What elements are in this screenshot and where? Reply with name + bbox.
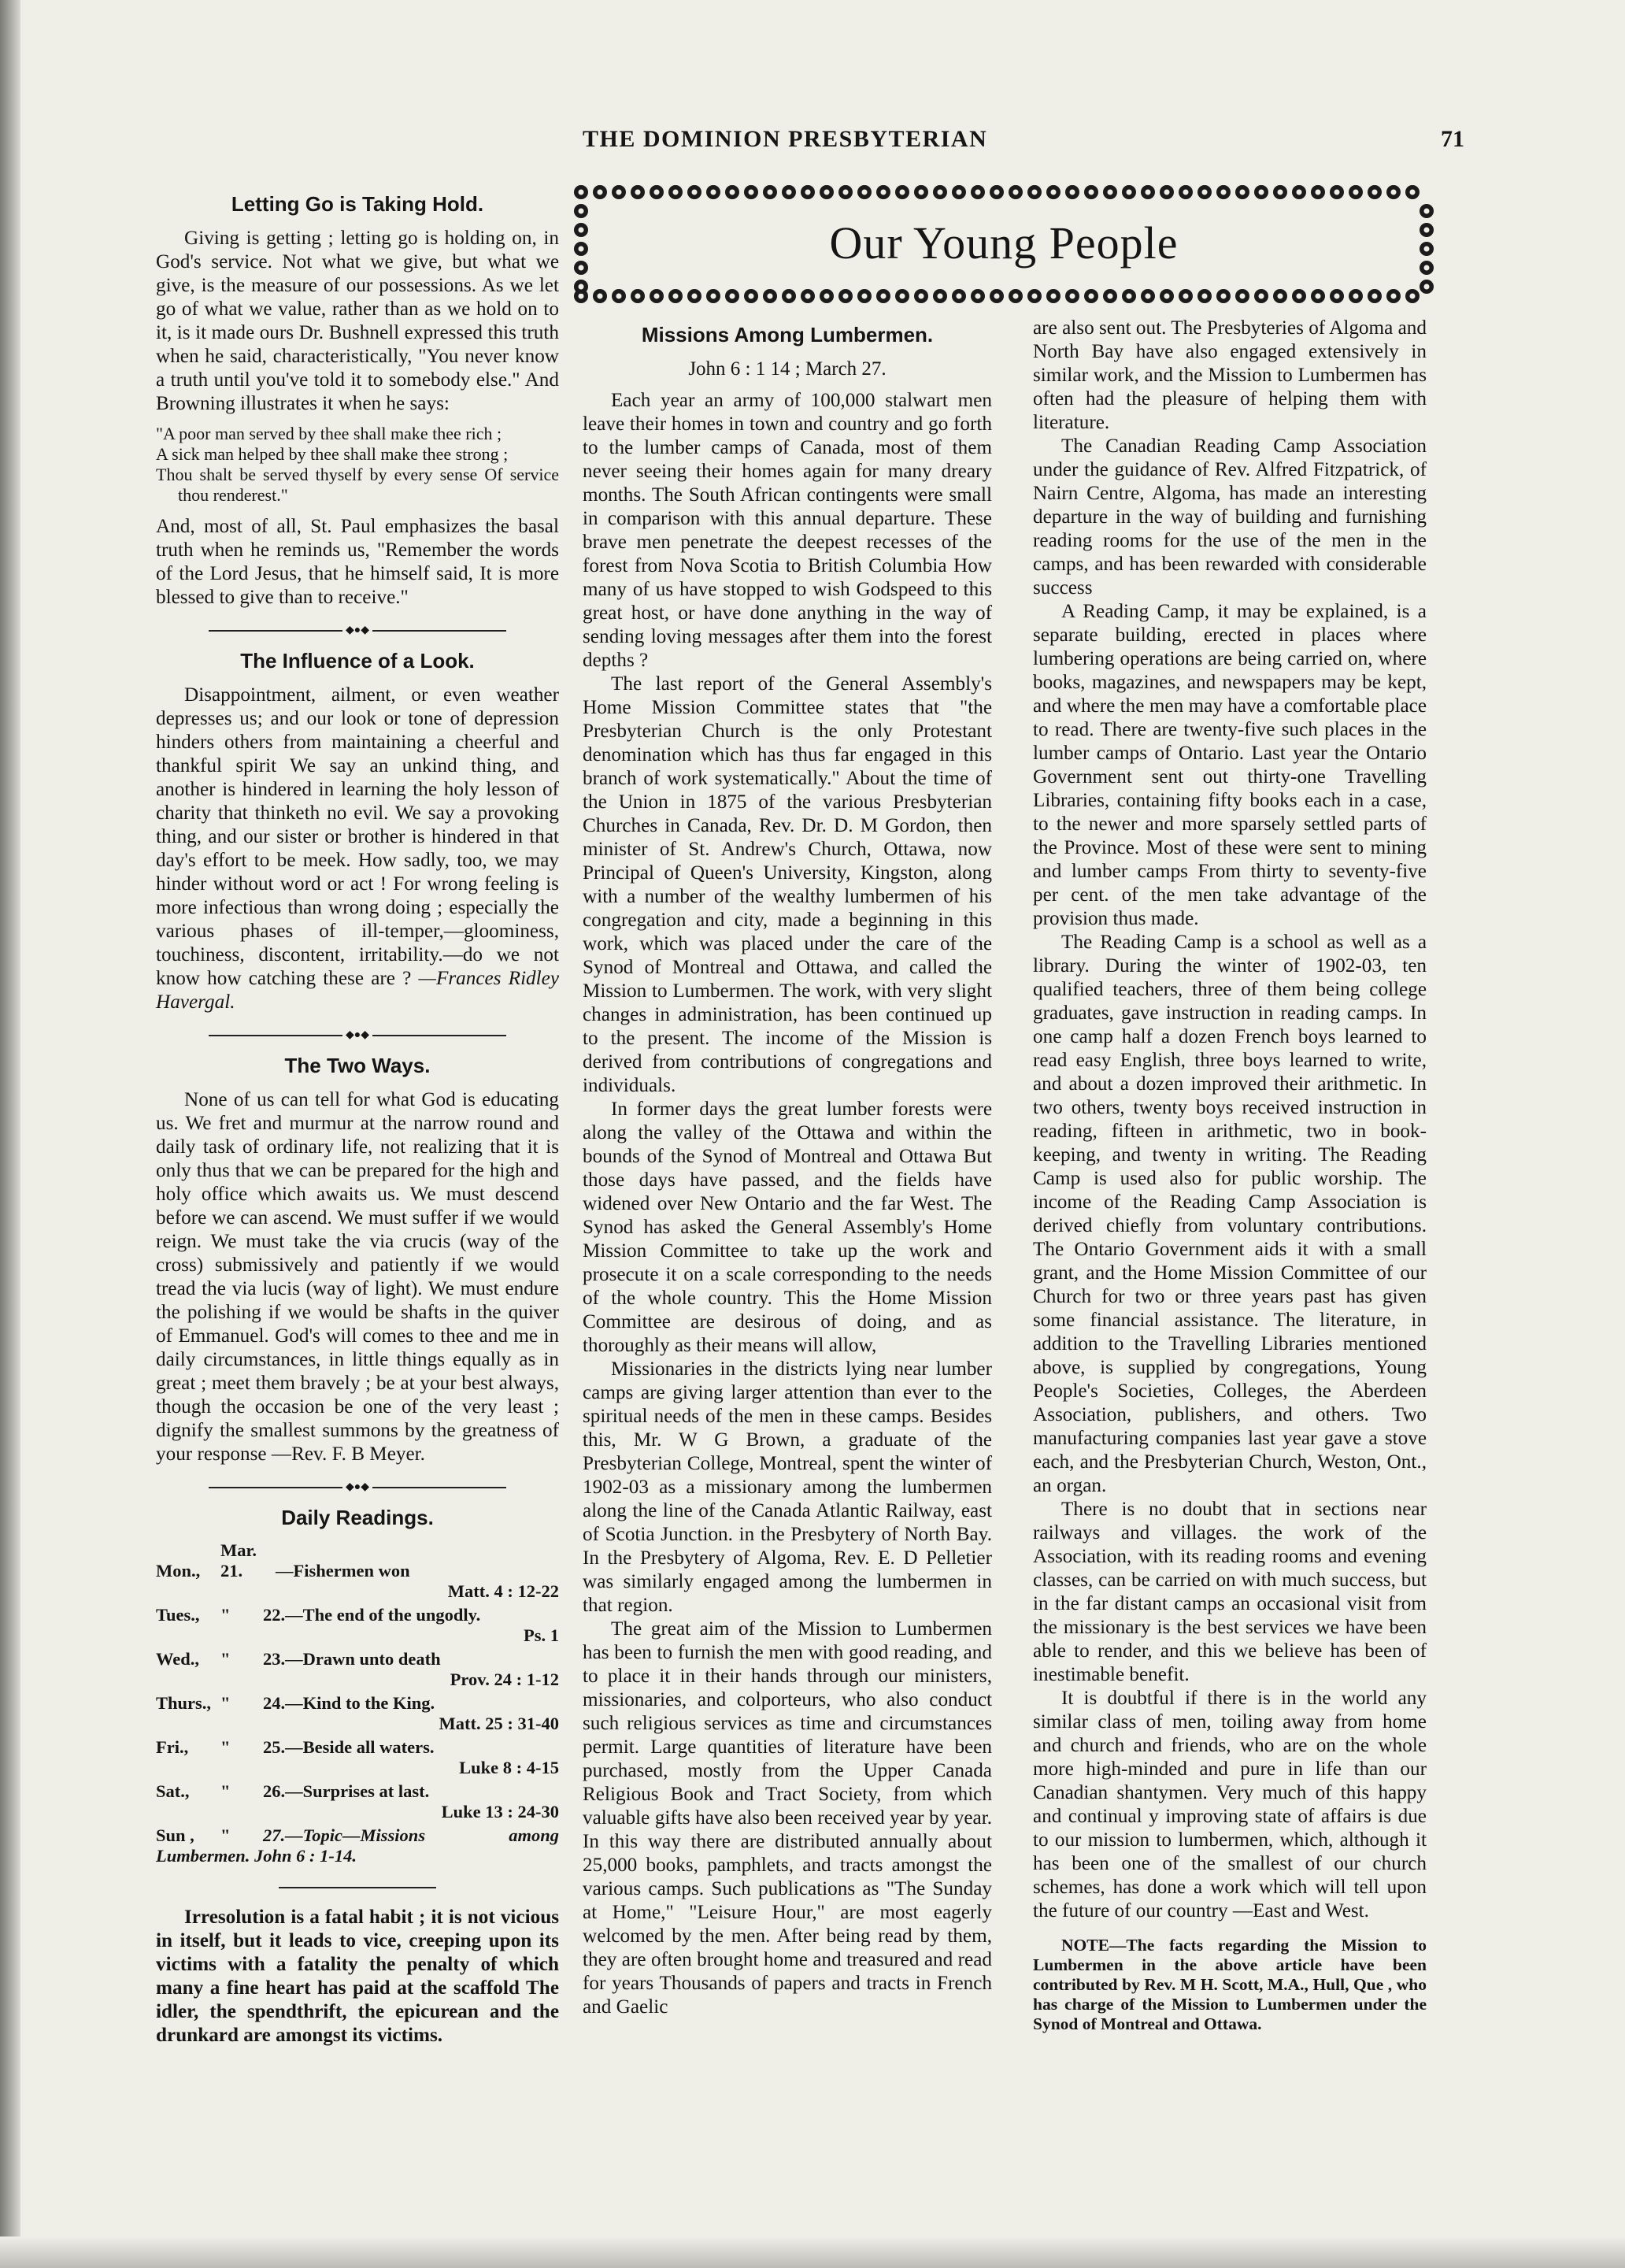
reading-row <box>156 1540 559 1602</box>
reading-entry: 27.—Topic—Missions among Lumbermen. John 6 : 1-14. <box>156 1825 559 1866</box>
reading-day: Fri., <box>156 1737 189 1757</box>
reading-reference: Luke 8 : 4-15 <box>459 1758 559 1777</box>
running-title: THE DOMINION PRESBYTERIAN <box>583 126 988 152</box>
border-bead-hole <box>975 294 981 299</box>
scan-shadow-bottom <box>0 2236 1625 2268</box>
border-bead-hole <box>635 294 641 299</box>
reading-entry: 25.—Beside all waters. <box>263 1737 435 1757</box>
border-bead-hole <box>787 190 792 195</box>
border-bead-hole <box>843 190 849 195</box>
border-bead-hole <box>1424 284 1430 290</box>
border-bead-hole <box>1127 294 1132 299</box>
border-bead-hole <box>579 190 584 195</box>
border-bead-hole <box>1316 190 1321 195</box>
border-bead-hole <box>1032 190 1038 195</box>
section-divider: ◆●◆ <box>156 1025 559 1046</box>
border-bead-hole <box>1013 294 1019 299</box>
reading-row <box>156 1693 559 1734</box>
border-bead-hole <box>1297 294 1302 299</box>
influence-attribution: —Frances Ridley Havergal. <box>156 968 560 1013</box>
border-bead-hole <box>711 190 716 195</box>
border-bead-hole <box>692 190 698 195</box>
border-bead-hole <box>1372 190 1378 195</box>
daily-readings-heading: Daily Readings. <box>281 1506 434 1529</box>
border-bead-hole <box>881 294 887 299</box>
border-bead-hole <box>862 294 868 299</box>
daily-readings-list <box>156 1540 559 1866</box>
border-bead-hole <box>1013 190 1019 195</box>
border-bead-hole <box>938 294 943 299</box>
missions-paragraph: The Reading Camp is a school as well as a library. During the winter of 1902-03, ten qualified teachers, three of them being college graduates, gave instruction in reading camps. In one camp half a dozen French boys learned to read easy English, three boys learned to write, and about a dozen improved their arithmetic. In two others, twenty boys received instruction in reading, fifteen in arithmetic, two in book-keeping, and twenty in writing. The Reading Camp is used also for public worship. The income of the Reading Camp Association is derived chiefly from voluntary contributions. The Ontario Government aids it with a small grant, and the Home Mission Committee of our Church for two or three years past has given some financial assistance. The literature, in addition to the Travelling Libraries mentioned above, is supplied by congregations, Young People's Societies, Colleges, the Aberdeen Association, publishers, and others. Two manufacturing companies last year gave a stove each, and the Presbyterian Church, Weston, Ont., an organ. <box>1033 932 1427 1496</box>
article-note <box>1033 1936 1427 2034</box>
missions-subheading: John 6 : 1 14 ; March 27. <box>688 358 887 380</box>
border-bead-hole <box>1278 294 1283 299</box>
border-bead-hole <box>1183 190 1189 195</box>
border-bead-hole <box>1334 190 1340 195</box>
reading-day: Thurs., <box>156 1693 212 1713</box>
influence-paragraph <box>156 684 559 1014</box>
border-bead-hole <box>1391 294 1397 299</box>
reading-ditto: " <box>220 1825 231 1845</box>
reading-ditto: " <box>220 1649 231 1669</box>
border-bead-hole <box>994 190 1000 195</box>
border-bead-hole <box>654 190 660 195</box>
border-bead-hole <box>957 294 962 299</box>
browning-verse <box>156 424 559 506</box>
reading-row <box>156 1737 559 1778</box>
scan-shadow-left <box>0 0 20 2268</box>
border-bead-hole <box>900 190 905 195</box>
irresolution-paragraph: Irresolution is a fatal habit ; it is not vicious in itself, but it leads to vice, creeping upon its victims with a fatality the penalty of which many a fine heart has paid at the scaffold The idler, the spendthrift, the epicurean and the drunkard are amongst its victims. <box>156 1907 559 2046</box>
missions-paragraph: Missionaries in the districts lying near lumber camps are giving larger attention than ever to the spiritual needs of the men in these camps. Besides this, Mr. W G Brown, a graduate of the Presbyterian College, Montreal, spent the winter of 1902-03 as a missionary among the lumbermen along the line of the Canada Atlantic Railway, east of Scotia Junction. in the Presbytery of North Bay. In the Presbytery of Algoma, Rev. E. D Pelletier was similarly engaged among the lumbermen in that region. <box>583 1358 992 1616</box>
border-bead-hole <box>1202 190 1208 195</box>
note-text: NOTE—The facts regarding the Mission to Lumbermen in the above article have been contributed by Rev. M H. Scott, M.A., Hull, Que , who has charge of the Mission to Lumbermen under the Synod of Montreal and Ottawa. <box>1033 1936 1427 2033</box>
section-divider: ◆●◆ <box>156 621 559 641</box>
reading-row <box>156 1649 559 1690</box>
border-bead-hole <box>1240 190 1246 195</box>
border-bead-hole <box>994 294 1000 299</box>
column-middle <box>583 317 992 2019</box>
border-bead-hole <box>1051 190 1057 195</box>
border-bead-hole <box>1221 294 1227 299</box>
border-bead-hole <box>730 190 735 195</box>
border-bead-hole <box>787 294 792 299</box>
border-bead-hole <box>635 190 641 195</box>
two-ways-paragraph: None of us can tell for what God is educating us. We fret and murmur at the narrow round and daily task of ordinary life, not realizing that it is only thus that we can be prepared for the high and holy office which awaits us. We must descend before we can ascend. We must suffer if we would reign. We must take the via crucis (way of the cross) submissively and patiently if we would tread the via lucis (way of light). We must endure the polishing if we would be shafts in the quiver of Emmanuel. God's will comes to thee and me in daily circumstances, in little things equally as in great ; meet them bravely ; be at your best always, though the occasion be one of the very least ; dignify the smallest summons by the greatness of your response —Rev. F. B Meyer. <box>156 1089 559 1465</box>
missions-paragraph: are also sent out. The Presbyteries of Algoma and North Bay have also engaged extensively in similar work, and the Mission to Lumbermen has often had the pleasure of helping them with literature. <box>1033 317 1427 433</box>
border-bead-hole <box>730 294 735 299</box>
border-bead-hole <box>1410 190 1416 195</box>
influence-text: Disappointment, ailment, or even weather depresses us; and our look or tone of depression hinders others from maintaining a cheerful and thankful spirit We say an unkind thing, and another is hindered in learning the holy lesson of charity that thinketh no evil. We say a provoking thing, and our sister or brother is hindered in that day's effort to be meek. How sadly, too, we may hinder without word or act ! For wrong feeling is more infectious than wrong doing ; especially the various phases of ill-temper,—gloominess, touchiness, discontent, irritability.—do we not know how catching these are ? <box>156 684 559 989</box>
border-bead-hole <box>598 190 603 195</box>
border-bead-hole <box>749 294 754 299</box>
column-right <box>1033 317 1427 2034</box>
border-bead-hole <box>1353 190 1359 195</box>
page-header <box>583 126 1464 165</box>
border-bead-hole <box>824 294 830 299</box>
border-bead-hole <box>975 190 981 195</box>
border-bead-hole <box>957 190 962 195</box>
border-bead-hole <box>1240 294 1246 299</box>
letting-go-paragraph-2: And, most of all, St. Paul emphasizes the basal truth when he reminds us, "Remember the words of the Lord Jesus, that he himself said, It is more blessed to give than to receive." <box>156 516 559 608</box>
border-bead-hole <box>900 294 905 299</box>
border-bead-hole <box>1164 294 1170 299</box>
border-bead-hole <box>1108 294 1113 299</box>
border-bead-hole <box>1089 190 1094 195</box>
border-bead-hole <box>616 190 622 195</box>
border-bead-hole <box>1089 294 1094 299</box>
reading-day: Sat., <box>156 1781 190 1801</box>
verse-line: A sick man helped by thee shall make thee strong ; <box>156 444 509 464</box>
section-divider: ◆●◆ <box>156 1477 559 1498</box>
border-bead-hole <box>1032 294 1038 299</box>
border-bead-hole <box>711 294 716 299</box>
border-bead-hole <box>598 294 603 299</box>
missions-heading: Missions Among Lumbermen. <box>641 323 934 346</box>
reading-ditto: " <box>220 1737 231 1757</box>
border-bead-hole <box>768 190 773 195</box>
border-bead-hole <box>843 294 849 299</box>
border-bead-hole <box>919 294 924 299</box>
border-bead-hole <box>616 294 622 299</box>
missions-paragraph: The last report of the General Assembly's Home Mission Committee states that "the Presbyterian Church is the only Protestant denomination which has thus far engaged in this branch of work systematically." About the time of the Union in 1875 of the various Presbyterian Churches in Canada, Rev. Dr. D. M Gordon, then minister of St. Andrew's Church, Ottawa, now Principal of Queen's University, Kingston, along with a number of the wealthy lumbermen of his congregation and city, made a beginning in this work, which was placed under the care of the Synod of Montreal and Ottawa, and called the Mission to Lumbermen. The work, with very slight changes in administration, has been continued up to the present. The income of the Mission is derived from contributions of congregations and individuals. <box>583 673 992 1096</box>
border-bead-hole <box>1146 294 1151 299</box>
reading-entry: —Fishermen won <box>276 1561 410 1581</box>
missions-paragraph: The Canadian Reading Camp Association under the guidance of Rev. Alfred Fitzpatrick, of Nairn Centre, Algoma, has made an interesting departure in the way of building and furnishing reading rooms for the use of the men in the camps, and has been rewarded with considerable success <box>1033 435 1427 598</box>
border-bead-hole <box>1051 294 1057 299</box>
reading-entry: 24.—Kind to the King. <box>263 1693 435 1713</box>
column-left <box>156 186 559 2048</box>
letting-go-paragraph-1: Giving is getting ; letting go is holding on, in God's service. Not what we give, but what we give, is the measure of our possessions. As we let go of what we value, rather than as we hold on to it, is it made ours Dr. Bushnell expressed this truth when he said, characteristically, "You never know a truth until you've told it to somebody else." And Browning illustrates it when he says: <box>156 228 559 414</box>
border-bead-hole <box>1127 190 1132 195</box>
border-bead-hole <box>805 190 811 195</box>
border-bead-hole <box>673 294 679 299</box>
banner-title: Our Young People <box>829 217 1179 269</box>
border-bead-hole <box>1410 294 1416 299</box>
border-bead-hole <box>938 190 943 195</box>
reading-row <box>156 1605 559 1646</box>
reading-reference: Luke 13 : 24-30 <box>441 1802 559 1821</box>
border-bead-hole <box>824 190 830 195</box>
reading-ditto: " <box>220 1693 231 1713</box>
border-bead-hole <box>1070 294 1075 299</box>
border-bead-hole <box>1334 294 1340 299</box>
border-bead-hole <box>1297 190 1302 195</box>
reading-row <box>156 1781 559 1822</box>
border-bead-hole <box>1259 294 1264 299</box>
border-bead-hole <box>1202 294 1208 299</box>
missions-paragraph: The great aim of the Mission to Lumbermen has been to furnish the men with good reading, and to place it in their hands through our ministers, missionaries, and colporteurs, who also conduct such religious services as time and circumstances permit. Large quantities of literature have been purchased, mostly from the Upper Canada Religious Book and Tract Society, from which valuable gifts have also been received year by year. In this way there are distributed annually about 25,000 books, pamphlets, and tracts amongst the various camps. Such publications as "The Sunday at Home," "Leisure Hour," are most eagerly welcomed by the men. After being read by them, they are often brought home and treasured and read for years Thousands of papers and tracts in French and Gaelic <box>583 1618 992 2018</box>
reading-reference: Prov. 24 : 1-12 <box>450 1670 559 1689</box>
border-bead-hole <box>579 209 584 214</box>
reading-row-topic <box>156 1825 559 1866</box>
our-young-people-banner <box>572 183 1436 306</box>
border-bead-hole <box>881 190 887 195</box>
border-bead-hole <box>1146 190 1151 195</box>
missions-paragraph: It is doubtful if there is in the world any similar class of men, toiling away from home and church and friends, who are on the whole more high-minded and pure in life than our Canadian shantymen. Very much of this happy and continual y improving state of affairs is due to our mission to lumbermen, which, although it has been one of the smallest of our church schemes, has done a work which will tell upon the future of our country —East and West. <box>1033 1688 1427 1922</box>
border-bead-hole <box>1164 190 1170 195</box>
border-bead-hole <box>1259 190 1264 195</box>
border-bead-hole <box>673 190 679 195</box>
reading-day: Tues., <box>156 1605 200 1625</box>
border-bead-hole <box>1278 190 1283 195</box>
border-bead-hole <box>1070 190 1075 195</box>
reading-day: Sun , <box>156 1825 194 1845</box>
border-bead-hole <box>1353 294 1359 299</box>
section-divider <box>156 1877 559 1898</box>
reading-reference: Matt. 25 : 31-40 <box>439 1714 559 1733</box>
border-bead-hole <box>579 284 584 290</box>
missions-paragraph: There is no doubt that in sections near railways and villages. the work of the Association, with its reading rooms and evening classes, can be carried on with much success, but in the far distant camps an occasional visit from the missionary is the best services we have been able to render, and this we believe has been of inestimable benefit. <box>1033 1499 1427 1685</box>
border-bead-hole <box>692 294 698 299</box>
missions-paragraph: A Reading Camp, it may be explained, is a separate building, erected in places where lumbering operations are being carried on, where books, magazines, and newspapers may be kept, and where the men may have a comfortable place to read. There are twenty-five such places in the lumber camps of Ontario. Last year the Ontario Government sent out thirty-one Travelling Libraries, containing fifty books each in a case, to the newer and more sparsely settled parts of the Province. Most of these were sent to mining and lumber camps From thirty to seventy-five per cent. of the men take advantage of the provision thus made. <box>1033 601 1427 929</box>
border-bead-hole <box>1372 294 1378 299</box>
reading-entry: 23.—Drawn unto death <box>263 1649 441 1669</box>
border-bead-hole <box>862 190 868 195</box>
reading-reference: Ps. 1 <box>524 1625 559 1645</box>
page-number: 71 <box>1441 126 1464 152</box>
border-bead-hole <box>654 294 660 299</box>
letting-go-heading: Letting Go is Taking Hold. <box>231 192 484 216</box>
reading-ditto: " <box>220 1781 231 1801</box>
border-bead-hole <box>805 294 811 299</box>
reading-date: Mar. 21. <box>220 1540 257 1581</box>
border-bead-hole <box>1424 209 1430 214</box>
border-bead-hole <box>919 190 924 195</box>
border-bead-hole <box>1316 294 1321 299</box>
border-bead-hole <box>768 294 773 299</box>
reading-reference: Matt. 4 : 12-22 <box>447 1581 559 1601</box>
missions-paragraph: Each year an army of 100,000 stalwart men leave their homes in town and country and go forth to the lumber camps of Canada, most of them never seeing their homes again for many dreary months. The South African contingents were small in comparison with this annual departure. These brave men penetrate the deepest recesses of the forest from Nova Scotia to British Columbia How many of us have stopped to wish Godspeed to this great host, or have done anything in the way of sending loving messages after them into the forest depths ? <box>583 390 992 671</box>
border-bead-hole <box>579 294 584 299</box>
border-bead-hole <box>749 190 754 195</box>
reading-day: Wed., <box>156 1649 200 1669</box>
border-bead-hole <box>1391 190 1397 195</box>
two-ways-heading: The Two Ways. <box>284 1054 431 1077</box>
border-bead-hole <box>1221 190 1227 195</box>
missions-paragraph: In former days the great lumber forests were along the valley of the Ottawa and within the bounds of the Synod of Montreal and Ottawa But those days have passed, and the fields have widened over New Ontario and the far West. The Synod has asked the General Assembly's Home Mission Committee to take up the work and prosecute it on a scale corresponding to the needs of the whole country. This the Home Mission Committee are desirous of doing, and as thoroughly as their means will allow, <box>583 1099 992 1356</box>
reading-entry: 26.—Surprises at last. <box>263 1781 430 1801</box>
border-bead-hole <box>1183 294 1189 299</box>
verse-line: Thou shalt be served thyself by every sense Of service thou renderest." <box>156 465 559 505</box>
reading-ditto: " <box>220 1605 231 1625</box>
verse-line: "A poor man served by thee shall make thee rich ; <box>156 424 502 443</box>
reading-day: Mon., <box>156 1561 201 1581</box>
influence-heading: The Influence of a Look. <box>240 649 475 673</box>
reading-entry: 22.—The end of the ungodly. <box>263 1605 481 1625</box>
border-bead-hole <box>1108 190 1113 195</box>
